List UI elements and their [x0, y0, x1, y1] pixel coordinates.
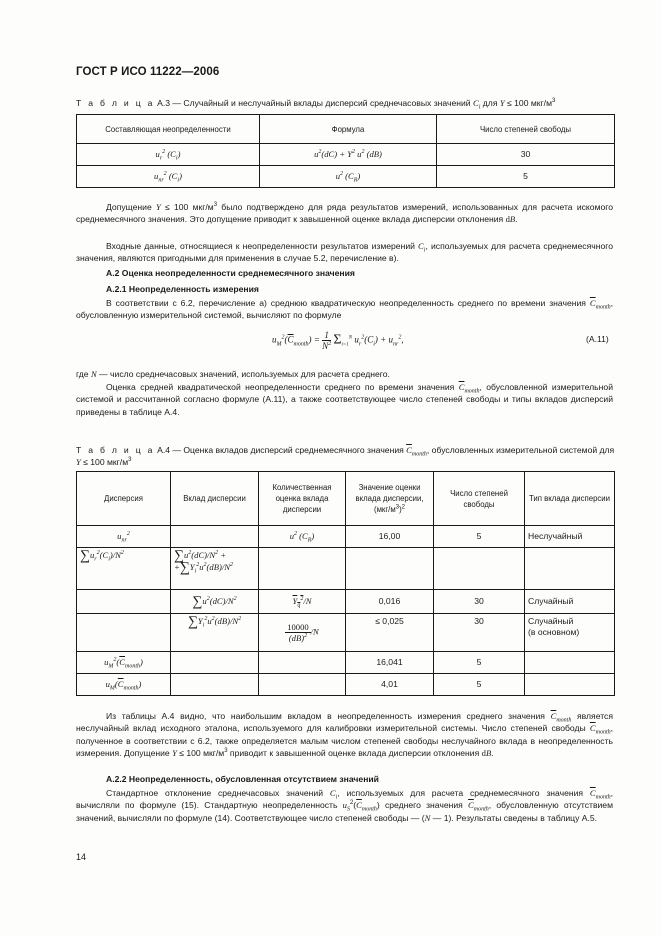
table-row [77, 144, 615, 166]
variance-cell [77, 614, 171, 652]
table-a3-header-cell: Число степеней свободы [437, 115, 615, 144]
equation-number: (А.11) [586, 334, 609, 344]
table-a4-header-row [77, 472, 615, 526]
table-row [77, 590, 615, 614]
variance-cell: $u_{nr}^2$ [77, 526, 171, 548]
paragraph: В соответствии с 6.2, перечисление а) среднюю квадратическую неопределенность среднего по времени значения $\overline{C}_{month}$, обусловленную измерительной системой, вычисляют по формуле [76, 298, 613, 321]
table-a3-header-cell: Формула [260, 115, 437, 144]
estimate-cell: $Y_q^2/N$ [259, 590, 346, 614]
table-a3-formula-cell: $u^2$ $(C_R)$ [260, 166, 437, 188]
variance-cell [77, 590, 171, 614]
paragraph: Оценка средней квадратической неопределенности среднего по времени значения $\overline{C}_{month}$, обусловленной измерительной системой и рассчитанной согласно формуле (А.11), а также соответствующее число степеней свободы и типы вкладов дисперсий приведены в таблице А.4. [76, 382, 613, 417]
value-cell: 4,01 [346, 674, 434, 696]
contribution-cell: $\sum u^2(dC)/N^2$ + $+\sum Y_i^2u^2(dB)/N^2$ [171, 548, 259, 590]
formula-a11: $u_M^2(\overline{C}_{month})$ = $\frac{1}{N^2}$ $\Sigma_{i=1}^N$ $u_r^2(C_i) + u_{nr}^2$, [272, 330, 404, 351]
dof-cell [434, 548, 525, 590]
contribution-cell [171, 674, 259, 696]
variance-cell: $\sum u_r^2(C_i)/N^2$ [77, 548, 171, 590]
type-cell: Случайный [525, 590, 615, 614]
dof-cell: 5 [434, 652, 525, 674]
page-number: 14 [76, 852, 87, 862]
document-title: ГОСТ Р ИСО 11222—2006 [76, 66, 220, 78]
table-a3-header-cell: Составляющая неопределенности [77, 115, 260, 144]
table-a3-caption-text: А.3 — Случайный и неслучайный вклады дисперсий среднечасовых значений $C_i$ для Y ≤ 100 мкг/$м^3$ [157, 98, 556, 111]
dof-cell: 5 [434, 526, 525, 548]
paragraph: где N — число среднечасовых значений, используемых для расчета среднего. [76, 369, 390, 379]
section-heading-a21: А.2.1 Неопределенность измерения [106, 284, 259, 294]
value-cell: 0,016 [346, 590, 434, 614]
value-cell: ≤ 0,025 [346, 614, 434, 652]
estimate-cell: $\frac{10000}{(dB)^2}$ /N [259, 614, 346, 652]
table-a3-header-row [77, 115, 615, 144]
contribution-cell: $\sum Y_i^2u^2(dB)/N^2$ [171, 614, 259, 652]
dof-cell: 30 [434, 614, 525, 652]
variance-cell: $u_M(\overline{C}_{month})$ [77, 674, 171, 696]
estimate-cell: $u^2$ $(C_R)$ [259, 526, 346, 548]
table-a4-header-cell: Значение оценки вклада дисперсии, $(мкг/м^3)^2$ [346, 472, 434, 526]
variance-cell: $u_M^2(\overline{C}_{month})$ [77, 652, 171, 674]
type-cell [525, 652, 615, 674]
paragraph: Из таблицы А.4 видно, что наибольшим вкладом в неопределенность измерения среднего значения $\overline{C}_{month}$ является неслучайный вклад исходного эталона, используемого для калибровки измерительной системы. Число степеней свободы $\overline{C}_{month}$, полученное в соответствии с 6.2, также определяется малым числом степеней свободы неслучайного вклада в неопределенность измерения. Допущение Y ≤ 100 мкг/$м^3$ приводит к завышенной оценке вклада дисперсии отклонения dB. [76, 711, 613, 759]
table-a4-caption-label: Т а б л и ц а [76, 445, 155, 455]
type-cell [525, 674, 615, 696]
value-cell: 16,00 [346, 526, 434, 548]
value-cell [346, 548, 434, 590]
table-row [77, 614, 615, 652]
table-a3-dof-cell: 30 [437, 144, 615, 166]
table-row [77, 674, 615, 696]
contribution-cell [171, 652, 259, 674]
value-cell: 16,041 [346, 652, 434, 674]
paragraph: Входные данные, относящиеся к неопределенности результатов измерений $C_i$, используемых для расчета среднемесячного значения, являются пригодными для применения в случае 5.2, перечисление в). [76, 241, 613, 264]
estimate-cell [259, 652, 346, 674]
table-a4-header-cell: Тип вклада дисперсии [525, 472, 615, 526]
table-a3-formula-cell: $u^2(dC) + Y^2$ $u^2$ (dB) [260, 144, 437, 166]
table-a3-component-cell: $u_{nr}^2$ $(C_i)$ [77, 166, 260, 188]
section-heading-a22: А.2.2 Неопределенность, обусловленная отсутствием значений [106, 774, 379, 784]
estimate-cell [259, 674, 346, 696]
table-a4-header-cell: Количественная оценка вклада дисперсии [259, 472, 346, 526]
table-a3-caption-label: Т а б л и ц а [76, 98, 155, 108]
estimate-cell [259, 548, 346, 590]
table-row [77, 548, 615, 590]
type-cell [525, 548, 615, 590]
table-a3-dof-cell: 5 [437, 166, 615, 188]
contribution-cell: $\sum u^2(dC)/N^2$ [171, 590, 259, 614]
table-a4-header-cell: Дисперсия [77, 472, 171, 526]
table-a4-header-cell: Вклад дисперсии [171, 472, 259, 526]
dof-cell: 30 [434, 590, 525, 614]
table-a3-caption [76, 97, 555, 109]
type-cell: Случайный (в основном) [525, 614, 615, 652]
table-a3 [76, 114, 615, 188]
table-row [77, 166, 615, 188]
table-a4 [76, 471, 615, 696]
table-a4-header-cell: Число степеней свободы [434, 472, 525, 526]
table-a4-caption [76, 444, 616, 468]
table-a3-component-cell: $u_r^2$ $(C_i)$ [77, 144, 260, 166]
paragraph: Допущение Y ≤ 100 мкг/$м^3$ было подтверждено для ряда результатов измерений, использованных для расчета искомого среднемесячного значения. Это допущение приводит к завышенной оценке вклада дисперсии отклонения dB. [76, 202, 613, 225]
table-a4-caption-text: А.4 — Оценка вкладов дисперсий среднемесячного значения $\overline{C}_{month}$, обусловленных измерительной системой для Y ≤ 100 мкг/$м^3$ [76, 445, 615, 467]
type-cell: Неслучайный [525, 526, 615, 548]
contribution-cell [171, 526, 259, 548]
dof-cell: 5 [434, 674, 525, 696]
section-heading-a2: А.2 Оценка неопределенности среднемесячного значения [106, 268, 355, 278]
table-row [77, 526, 615, 548]
table-row [77, 652, 615, 674]
paragraph: Стандартное отклонение среднечасовых значений $C_i$, используемых для расчета среднемесячного значения $\overline{C}_{month}$, вычисляли по формуле (15). Стандартную неопределенность $u_S^2(\overline{C}_{month})$ среднего значения $\overline{C}_{month}$, обусловленную отсутствием значений, вычисляли по формуле (14). Соответствующее число степеней свободы — (N — 1). Результаты сведены в таблицу А.5. [76, 788, 614, 823]
